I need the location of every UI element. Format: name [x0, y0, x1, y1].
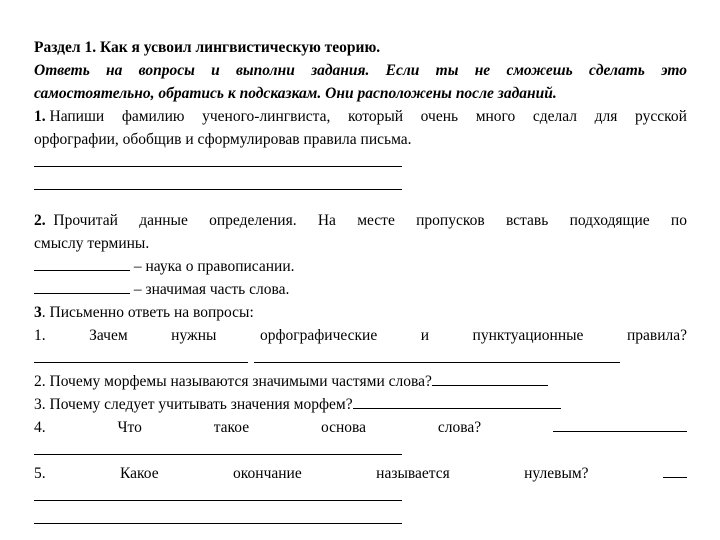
- answer-line[interactable]: [34, 508, 687, 531]
- task2-word: На: [317, 212, 336, 229]
- task2-line-1: [34, 209, 687, 232]
- q1-word: орфографические: [259, 327, 378, 344]
- definition-2: [34, 278, 687, 301]
- task1-word: сделал: [532, 108, 578, 125]
- q5-word: называется: [376, 465, 450, 482]
- intro-text: самостоятельно, обратись к подсказкам. Они расположены после заданий.: [34, 85, 557, 102]
- spacer: [34, 197, 687, 209]
- section-title-line: [34, 36, 687, 59]
- q5-word: Какое: [120, 465, 159, 482]
- task2-text: смыслу термины.: [34, 235, 150, 252]
- task2-line-2: [34, 232, 687, 255]
- q1-word: нужны: [171, 327, 217, 344]
- task3-heading: [34, 301, 687, 324]
- intro-word: сделать: [588, 62, 645, 79]
- question-2: [34, 370, 687, 393]
- q4-word: 4.: [34, 419, 46, 436]
- definition-text: – значимая часть слова.: [130, 281, 290, 298]
- question-1: [34, 324, 687, 347]
- q3-text: 3. Почему следует учитывать значения морфем?: [34, 396, 353, 413]
- intro-word: сможешь: [506, 62, 573, 79]
- answer-blank[interactable]: [254, 347, 620, 363]
- q1-word: 1.: [34, 327, 46, 344]
- worksheet: [34, 36, 687, 531]
- task1-word: ученого-лингвиста,: [202, 108, 331, 125]
- answer-blank[interactable]: [353, 393, 561, 409]
- answer-blank[interactable]: [34, 485, 402, 501]
- task2-number: 2.: [34, 212, 46, 229]
- answer-blank[interactable]: [663, 462, 687, 478]
- answer-blank[interactable]: [34, 151, 402, 167]
- task2-word: месте: [357, 212, 395, 229]
- answer-blank[interactable]: [34, 439, 402, 455]
- intro-line-2: [34, 82, 687, 105]
- task1-word: русской: [635, 108, 687, 125]
- q4-word: слова?: [437, 419, 482, 436]
- q1-word: правила?: [626, 327, 687, 344]
- question-5: [34, 462, 687, 485]
- task2-word: определения.: [209, 212, 297, 229]
- task1-word: очень: [420, 108, 459, 125]
- answer-blank[interactable]: [34, 508, 402, 524]
- task1-word: фамилию: [121, 108, 185, 125]
- task1-word: много: [475, 108, 516, 125]
- question-4: [34, 416, 687, 439]
- q4-word: такое: [213, 419, 250, 436]
- task1-word: который: [347, 108, 404, 125]
- task2-word: Прочитай: [53, 212, 118, 229]
- q1-word: Зачем: [89, 327, 128, 344]
- task1-line-1: [34, 105, 687, 128]
- answer-line[interactable]: [34, 151, 687, 174]
- answer-blank[interactable]: [553, 416, 687, 432]
- task2-word: по: [670, 212, 687, 229]
- definition-1: [34, 255, 687, 278]
- task2-word: подходящие: [569, 212, 650, 229]
- intro-word: Если: [385, 62, 420, 79]
- term-blank[interactable]: [34, 278, 130, 294]
- intro-word: и: [211, 62, 220, 79]
- answer-blank[interactable]: [34, 347, 248, 363]
- task2-word: пропусков: [416, 212, 485, 229]
- task2-word: данные: [139, 212, 188, 229]
- answer-line[interactable]: [34, 485, 687, 508]
- intro-word: не: [474, 62, 491, 79]
- answer-line[interactable]: [34, 174, 687, 197]
- intro-word: вопросы: [138, 62, 195, 79]
- task1-line-2: [34, 128, 687, 151]
- intro-word: ты: [435, 62, 459, 79]
- intro-word: Ответь: [34, 62, 90, 79]
- task1-number: 1.: [34, 108, 46, 125]
- task3-number: 3: [34, 304, 42, 321]
- q4-word: Что: [117, 419, 142, 436]
- definition-text: – наука о правописании.: [130, 258, 295, 275]
- intro-word: на: [106, 62, 123, 79]
- q1-word: пунктуационные: [472, 327, 584, 344]
- task1-text: орфографии, обобщив и сформулировав правила письма.: [34, 131, 412, 148]
- q5-word: окончание: [233, 465, 302, 482]
- task2-word: вставь: [505, 212, 549, 229]
- answer-blank[interactable]: [432, 370, 548, 386]
- intro-word: это: [661, 62, 687, 79]
- section-title: Раздел 1. Как я усвоил лингвистическую теорию.: [34, 39, 381, 56]
- q5-word: нулевым?: [524, 465, 589, 482]
- q5-word: 5.: [34, 465, 46, 482]
- intro-line-1: [34, 59, 687, 82]
- term-blank[interactable]: [34, 255, 130, 271]
- intro-word: выполни: [235, 62, 295, 79]
- answer-line[interactable]: [34, 439, 687, 462]
- q4-word: основа: [320, 419, 367, 436]
- question-3: [34, 393, 687, 416]
- answer-blank[interactable]: [34, 174, 402, 190]
- intro-word: задания.: [311, 62, 370, 79]
- q2-text: 2. Почему морфемы называются значимыми частями слова?: [34, 373, 432, 390]
- task1-word: Напиши: [49, 108, 105, 125]
- answer-line[interactable]: [34, 347, 687, 370]
- task1-word: для: [594, 108, 618, 125]
- q1-word: и: [420, 327, 430, 344]
- task3-heading-text: . Письменно ответь на вопросы:: [41, 304, 254, 321]
